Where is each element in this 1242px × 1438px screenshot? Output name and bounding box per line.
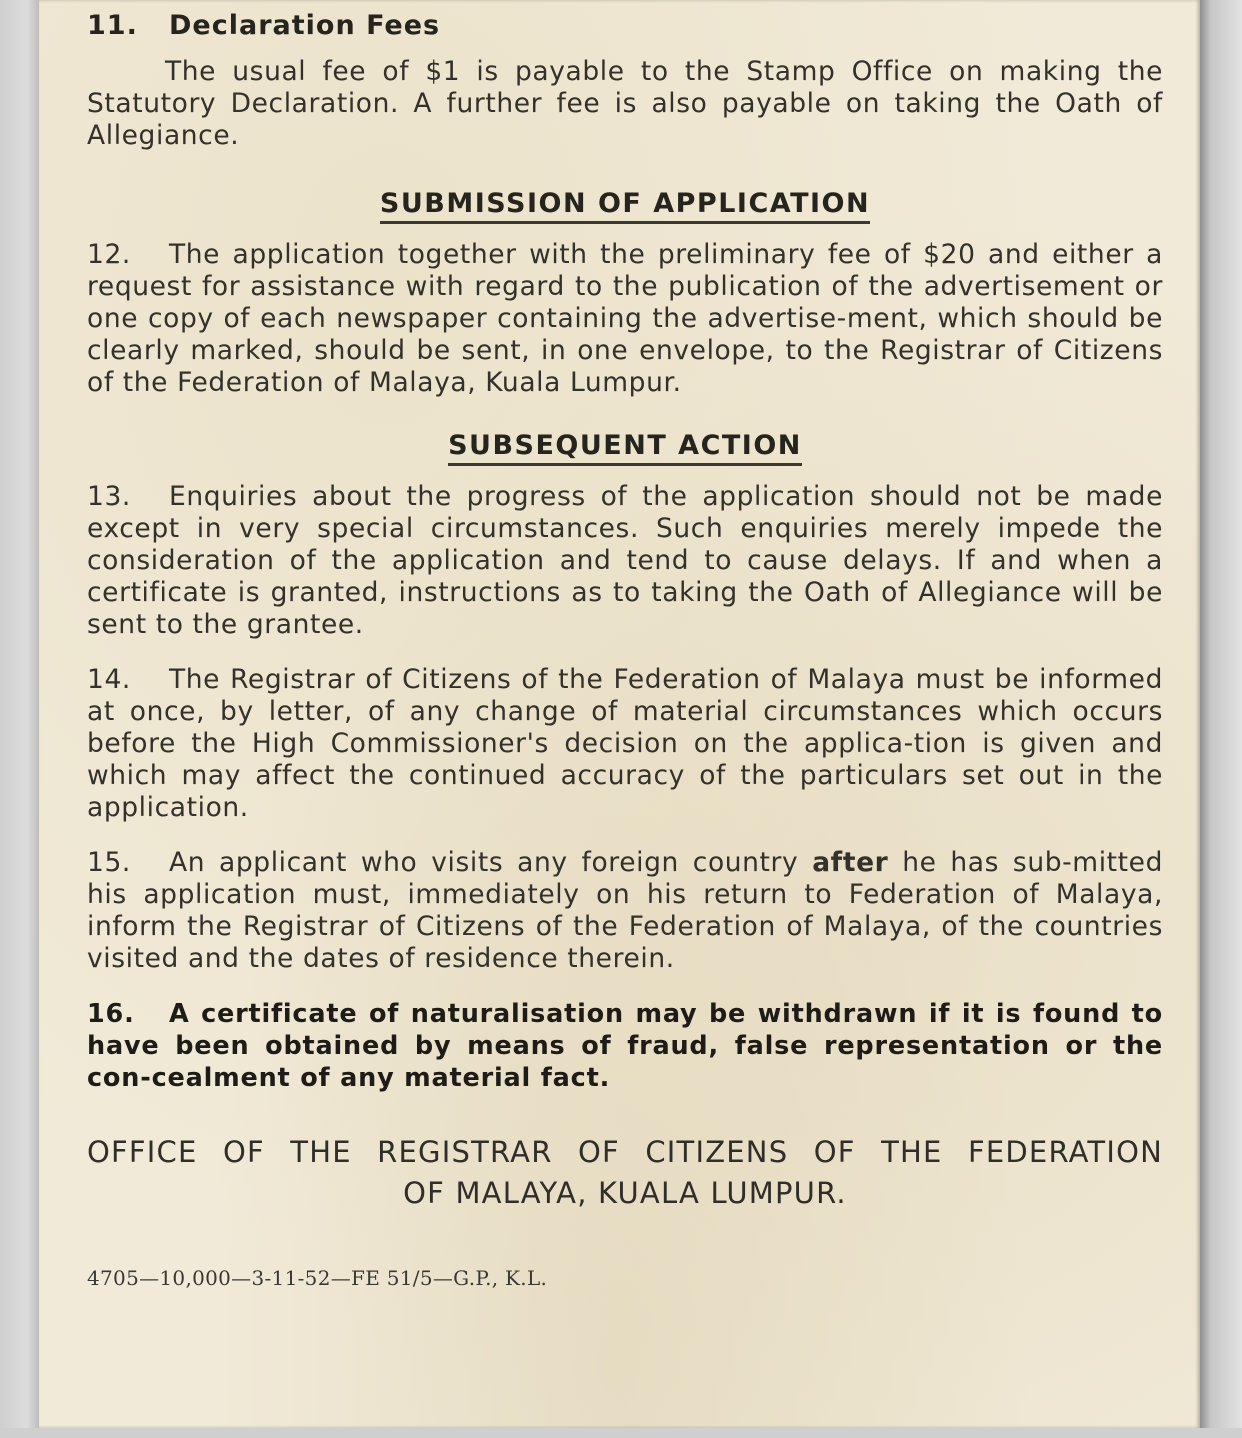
paragraph-15-emphasis: after	[812, 847, 889, 878]
document-content	[87, 8, 1163, 1290]
paragraph-15-text-before: An applicant who visits any foreign country	[169, 847, 799, 878]
scan-left-margin	[0, 0, 39, 1438]
paragraph-14-number: 14.	[87, 664, 131, 695]
paragraph-14-text: The Registrar of Citizens of the Federation of Malaya must be informed at once, by letter, of any change of material circumstances which occurs before the High Commissioner's decision on the applica-tion is given and which may affect the continued accuracy of the particulars set out in the application.	[87, 664, 1163, 823]
document-page	[39, 0, 1200, 1428]
section-11-text: The usual fee of $1 is payable to the Stamp Office on making the Statutory Declaration. A further fee is also payable on taking the Oath of Allegiance.	[87, 56, 1163, 151]
paragraph-14	[87, 664, 1163, 824]
paragraph-15-number: 15.	[87, 847, 131, 878]
paragraph-16	[87, 998, 1163, 1094]
paragraph-12-number: 12.	[87, 239, 131, 270]
subsequent-action-heading-text: SUBSEQUENT ACTION	[448, 430, 802, 466]
paragraph-15	[87, 847, 1163, 975]
paragraph-13	[87, 481, 1163, 641]
scan-right-margin	[1200, 0, 1242, 1438]
paragraph-13-number: 13.	[87, 481, 131, 512]
paragraph-16-text: A certificate of naturalisation may be withdrawn if it is found to have been obtained by means of fraud, false representation or the con-cealment of any material fact.	[87, 999, 1163, 1093]
paragraph-13-text: Enquiries about the progress of the application should not be made except in very special circumstances. Such enquiries merely impede the consideration of the application and tend to cause delays. If and when a certificate is granted, instructions as to taking the Oath of Allegiance will be sent to the grantee.	[87, 481, 1163, 640]
submission-heading-text: SUBMISSION OF APPLICATION	[380, 188, 870, 224]
paragraph-15-text-after: he has sub-mitted his application must, immediately on his return to Federation of Malaya, inform the Registrar of Citizens of the Federation of Malaya, of the countries visited and the dates of residence therein.	[87, 847, 1163, 974]
subsequent-action-heading	[87, 429, 1163, 463]
paragraph-12-text: The application together with the preliminary fee of $20 and either a request for assistance with regard to the publication of the advertisement or one copy of each newspaper containing the advertise-ment, which should be clearly marked, should be sent, in one envelope, to the Registrar of Citizens of the Federation of Malaya, Kuala Lumpur.	[87, 239, 1163, 398]
section-11-number: 11.	[87, 10, 138, 41]
section-11-heading	[87, 8, 1163, 44]
paragraph-12	[87, 239, 1163, 399]
scan-bottom-margin	[0, 1428, 1242, 1438]
section-11-title: Declaration Fees	[169, 10, 441, 41]
submission-heading	[87, 187, 1163, 221]
issuing-office	[87, 1132, 1163, 1214]
print-code: 4705—10,000—3-11-52—FE 51/5—G.P., K.L.	[87, 1266, 548, 1290]
paragraph-16-number: 16.	[87, 999, 135, 1029]
issuing-office-line-2: OF MALAYA, KUALA LUMPUR.	[403, 1176, 847, 1210]
issuing-office-line-1: OFFICE OF THE REGISTRAR OF CITIZENS OF THE FEDERATION	[87, 1135, 1163, 1169]
